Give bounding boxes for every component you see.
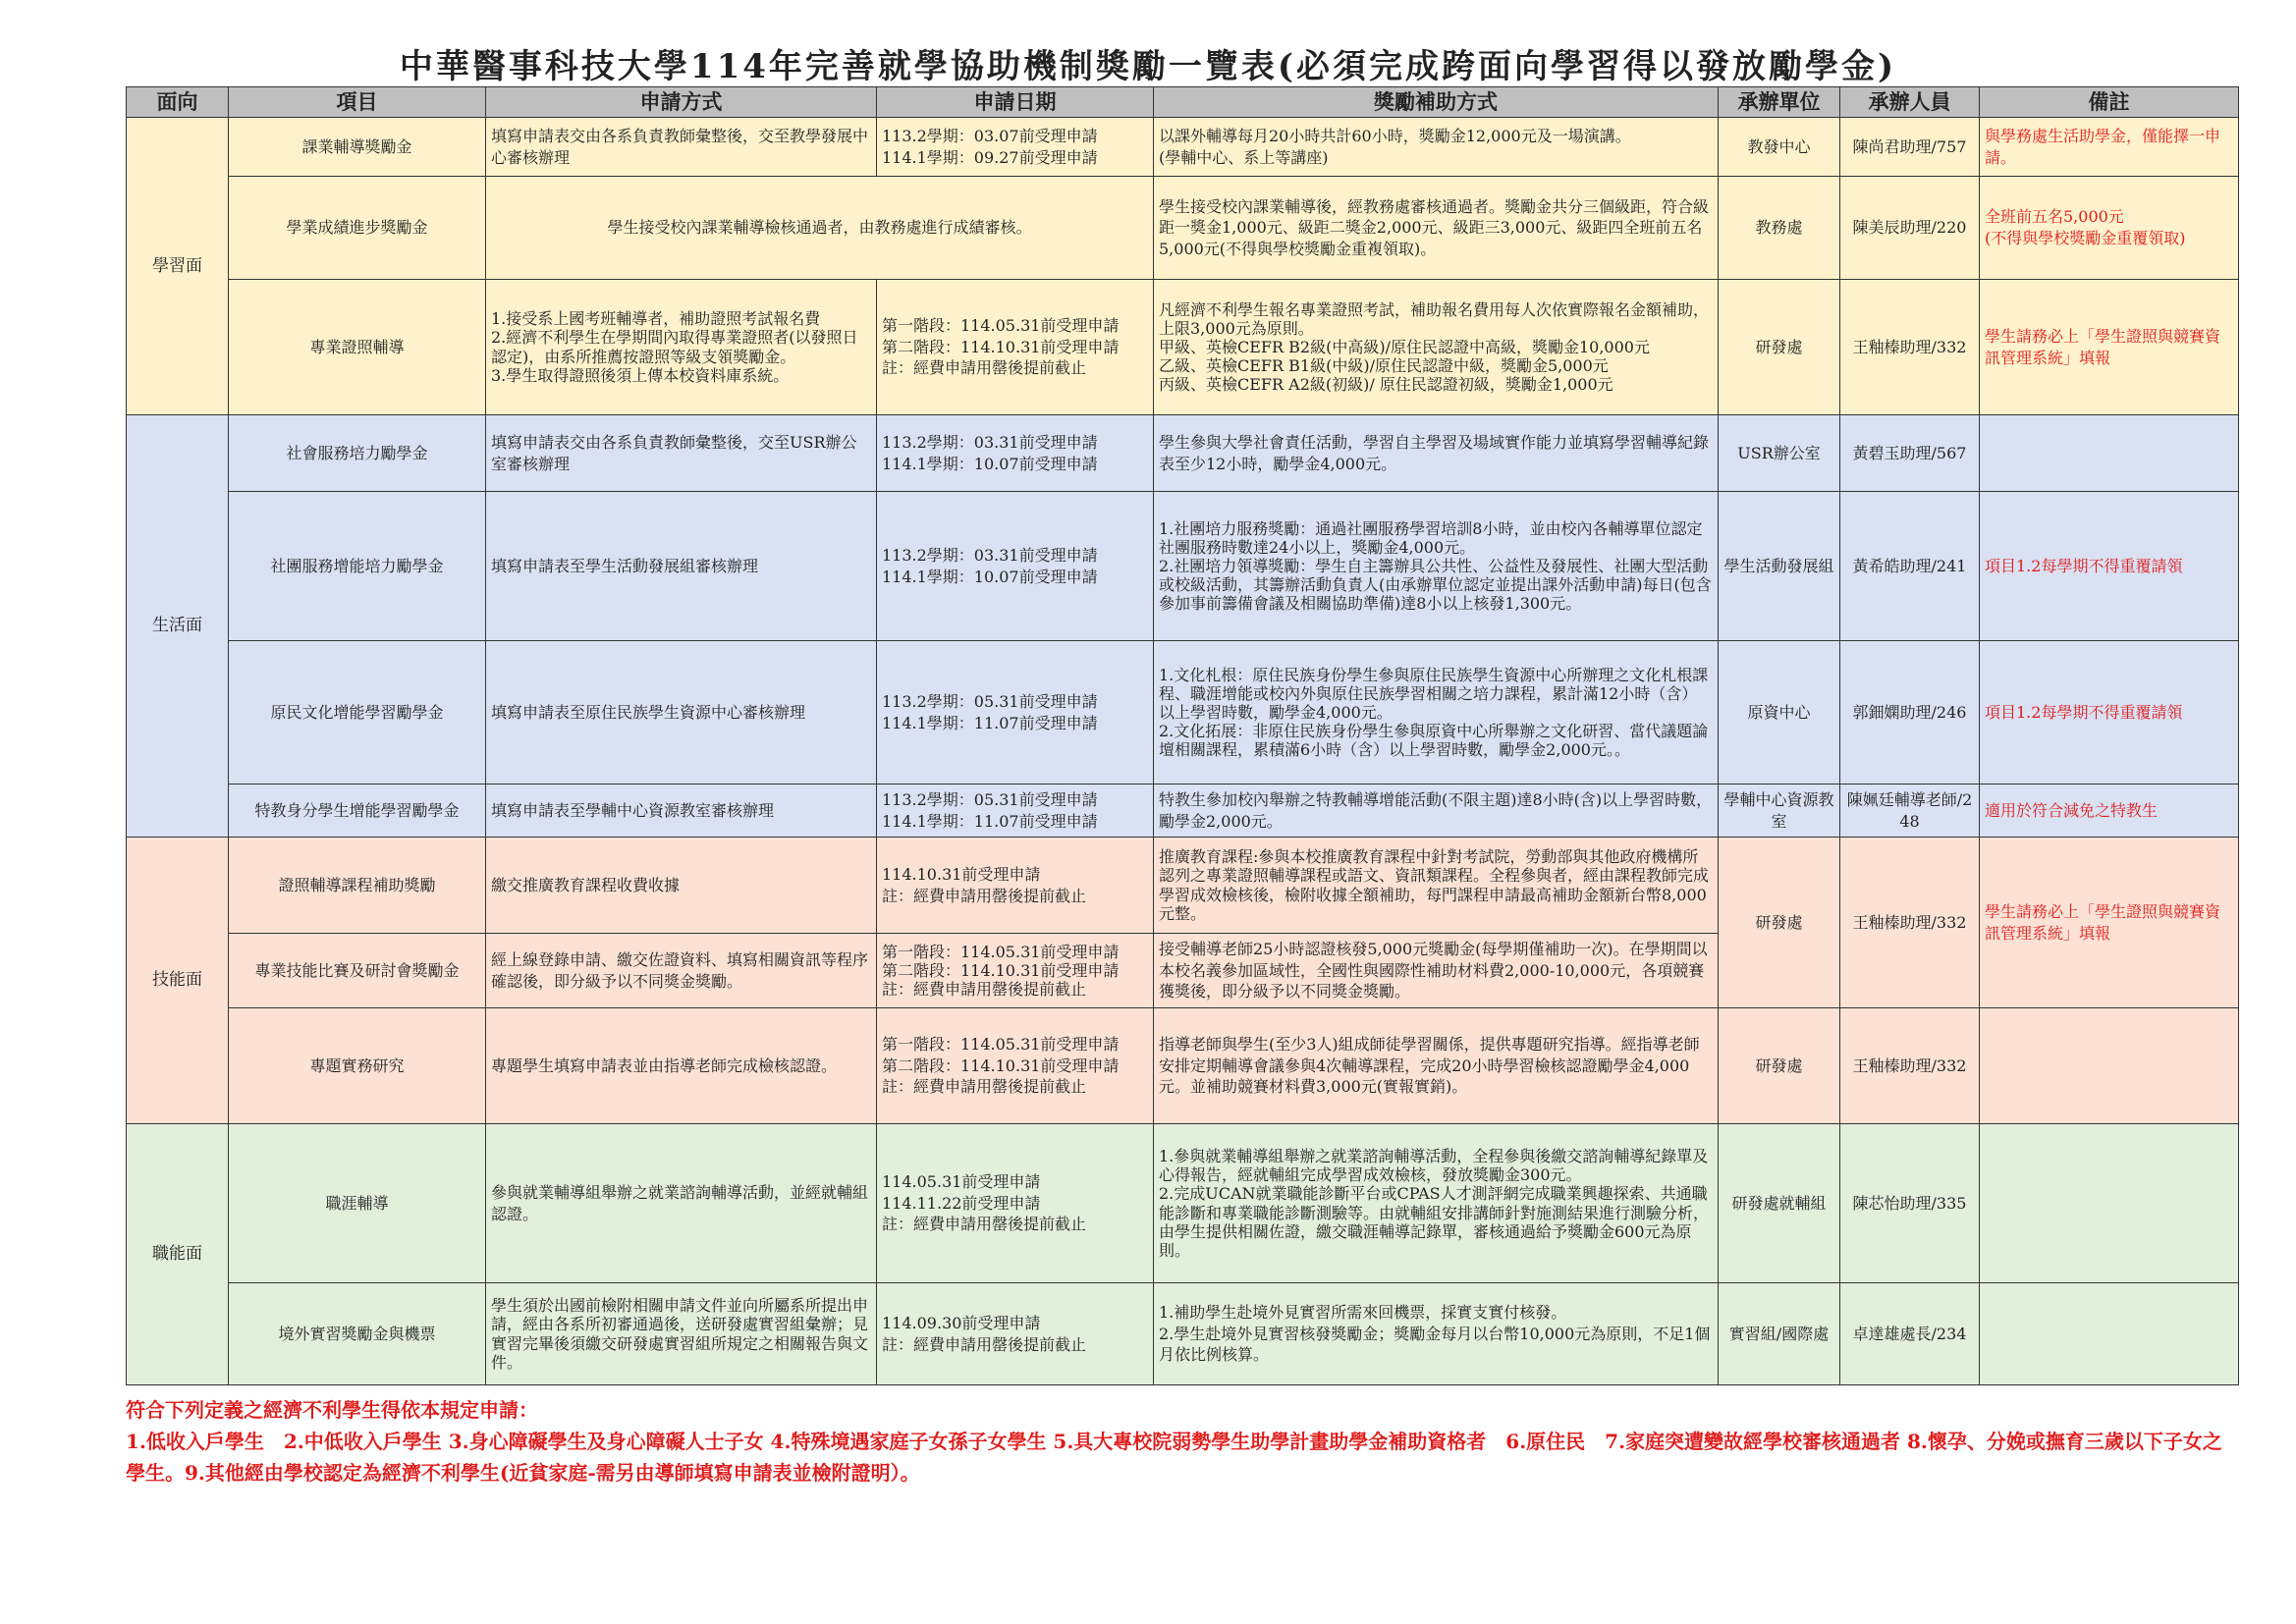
method-cell: 填寫申請表至原住民族學生資源中心審核辦理 xyxy=(486,641,877,785)
unit-cell: 教務處 xyxy=(1719,177,1840,280)
person-cell: 王釉榛助理/332 xyxy=(1840,1008,1980,1124)
reward-cell: 以課外輔導每月20小時共計60小時，獎勵金12,000元及一場演講。 (學輔中心、系上等講座) xyxy=(1154,118,1719,177)
note-cell: 學生請務必上「學生證照與競賽資訊管理系統」填報 xyxy=(1980,280,2239,415)
person-cell: 王釉榛助理/332 xyxy=(1840,838,1980,1008)
method-cell: 學生須於出國前檢附相關申請文件並向所屬系所提出申請，經由各系所初審通過後，送研發處實習組彙辦；見實習完畢後須繳交研發處實習組所規定之相關報告與文件。 xyxy=(486,1283,877,1385)
table-row xyxy=(127,118,2239,177)
section-life: 生活面 xyxy=(127,415,229,838)
unit-cell: 研發處 xyxy=(1719,838,1840,1008)
date-cell: 113.2學期：05.31前受理申請 114.1學期：11.07前受理申請 xyxy=(877,785,1154,838)
section-learning: 學習面 xyxy=(127,118,229,415)
method-cell: 填寫申請表至學生活動發展組審核辦理 xyxy=(486,492,877,641)
header-method: 申請方式 xyxy=(486,87,877,118)
date-cell: 第一階段：114.05.31前受理申請 第二階段：114.10.31前受理申請 註：經費申請用罄後提前截止 xyxy=(877,280,1154,415)
person-cell: 王釉榛助理/332 xyxy=(1840,280,1980,415)
item-cell: 專業技能比賽及研討會獎勵金 xyxy=(229,934,486,1008)
unit-cell: 研發處 xyxy=(1719,280,1840,415)
header-date: 申請日期 xyxy=(877,87,1154,118)
person-cell: 陳姵廷輔導老師/248 xyxy=(1840,785,1980,838)
section-career: 職能面 xyxy=(127,1124,229,1385)
note-cell: 項目1.2每學期不得重覆請領 xyxy=(1980,641,2239,785)
date-cell: 113.2學期：05.31前受理申請 114.1學期：11.07前受理申請 xyxy=(877,641,1154,785)
header-unit: 承辦單位 xyxy=(1719,87,1840,118)
reward-cell: 凡經濟不利學生報名專業證照考試，補助報名費用每人次依實際報名金額補助，上限3,000元為原則。 甲級、英檢CEFR B2級(中高級)/原住民認證中高級，獎勵金10,000元 乙級、英檢CEFR B1級(中級)/原住民認證中級，獎勵金5,000元 丙級、英檢CEFR A2級(初級)/ 原住民認證初級，獎勵金1,000元 xyxy=(1154,280,1719,415)
reward-cell: 1.參與就業輔導組舉辦之就業諮詢輔導活動，全程參與後繳交諮詢輔導紀錄單及心得報告，經就輔組完成學習成效檢核，發放獎勵金300元。 2.完成UCAN就業職能診斷平台或CPAS人才測評網完成職業興趣探索、共通職能診斷和專業職能診斷測驗等。由就輔組安排講師針對施測結果進行測驗分析，由學生提供相關佐證，繳交職涯輔導記錄單，審核通過給予獎勵金600元為原則。 xyxy=(1154,1124,1719,1283)
note-cell xyxy=(1980,1283,2239,1385)
table-row xyxy=(127,1283,2239,1385)
reward-table xyxy=(126,86,2239,1385)
date-cell: 113.2學期：03.07前受理申請 114.1學期：09.27前受理申請 xyxy=(877,118,1154,177)
reward-cell: 1.文化札根：原住民族身份學生參與原住民族學生資源中心所辦理之文化札根課程、職涯增能或校內外與原住民族學習相關之培力課程，累計滿12小時（含）以上學習時數，勵學金4,000元。 2.文化拓展：非原住民族身份學生參與原資中心所舉辦之文化研習、當代議題論壇相關課程，累積滿6小時（含）以上學習時數，勵學金2,000元。。 xyxy=(1154,641,1719,785)
person-cell: 黃碧玉助理/567 xyxy=(1840,415,1980,492)
person-cell: 陳芯怡助理/335 xyxy=(1840,1124,1980,1283)
unit-cell: USR辦公室 xyxy=(1719,415,1840,492)
table-row xyxy=(127,785,2239,838)
footer-criteria: 1.低收入戶學生 2.中低收入戶學生 3.身心障礙學生及身心障礙人士子女 4.特殊境遇家庭子女孫子女學生 5.具大專校院弱勢學生助學計畫助學金補助資格者 6.原住民 7.家庭突遭變故經學校審核通過者 8.懷孕、分娩或撫育三歲以下子女之學生。9.其他經由學校認定為經濟不利學生(近貧家庭-需另由導師填寫申請表並檢附證明）。 xyxy=(126,1430,2222,1485)
item-cell: 社團服務增能培力勵學金 xyxy=(229,492,486,641)
header-row xyxy=(127,87,2239,118)
item-cell: 課業輔導獎勵金 xyxy=(229,118,486,177)
header-item: 項目 xyxy=(229,87,486,118)
item-cell: 職涯輔導 xyxy=(229,1124,486,1283)
unit-cell: 實習組/國際處 xyxy=(1719,1283,1840,1385)
item-cell: 專題實務研究 xyxy=(229,1008,486,1124)
note-cell: 與學務處生活助學金，僅能擇一申請。 xyxy=(1980,118,2239,177)
unit-cell: 研發處就輔組 xyxy=(1719,1124,1840,1283)
table-row xyxy=(127,492,2239,641)
date-cell: 114.05.31前受理申請 114.11.22前受理申請 註：經費申請用罄後提前截止 xyxy=(877,1124,1154,1283)
unit-cell: 學輔中心資源教室 xyxy=(1719,785,1840,838)
item-cell: 原民文化增能學習勵學金 xyxy=(229,641,486,785)
reward-cell: 指導老師與學生(至少3人)組成師徒學習關係，提供專題研究指導。經指導老師安排定期輔導會議參與4次輔導課程，完成20小時學習檢核認證勵學金4,000元。並補助競賽材料費3,000元(實報實銷)。 xyxy=(1154,1008,1719,1124)
unit-cell: 原資中心 xyxy=(1719,641,1840,785)
footer-heading: 符合下列定義之經濟不利學生得依本規定申請： xyxy=(126,1398,538,1422)
person-cell: 陳尚君助理/757 xyxy=(1840,118,1980,177)
reward-cell: 1.補助學生赴境外見實習所需來回機票，採實支實付核發。 2.學生赴境外見實習核發獎勵金；獎勵金每月以台幣10,000元為原則，不足1個月依比例核算。 xyxy=(1154,1283,1719,1385)
unit-cell: 教發中心 xyxy=(1719,118,1840,177)
person-cell: 黃希皓助理/241 xyxy=(1840,492,1980,641)
header-dimension: 面向 xyxy=(127,87,229,118)
note-cell: 學生請務必上「學生證照與競賽資訊管理系統」填報 xyxy=(1980,838,2239,1008)
method-cell: 1.接受系上國考班輔導者，補助證照考試報名費 2.經濟不利學生在學期間內取得專業證照者(以發照日認定)，由系所推薦按證照等級支領獎勵金。 3.學生取得證照後須上傳本校資料庫系統。 xyxy=(486,280,877,415)
table-row xyxy=(127,177,2239,280)
method-cell: 專題學生填寫申請表並由指導老師完成檢核認證。 xyxy=(486,1008,877,1124)
header-reward: 獎勵補助方式 xyxy=(1154,87,1719,118)
method-cell: 填寫申請表至學輔中心資源教室審核辦理 xyxy=(486,785,877,838)
reward-cell: 學生參與大學社會責任活動，學習自主學習及場域實作能力並填寫學習輔導紀錄表至少12小時，勵學金4,000元。 xyxy=(1154,415,1719,492)
method-cell: 參與就業輔導組舉辦之就業諮詢輔導活動，並經就輔組認證。 xyxy=(486,1124,877,1283)
header-note: 備註 xyxy=(1980,87,2239,118)
table-row xyxy=(127,641,2239,785)
section-skill: 技能面 xyxy=(127,838,229,1124)
method-cell: 填寫申請表交由各系負責教師彙整後，交至教學發展中心審核辦理 xyxy=(486,118,877,177)
note-cell xyxy=(1980,415,2239,492)
person-cell: 陳美辰助理/220 xyxy=(1840,177,1980,280)
date-cell: 第一階段：114.05.31前受理申請 第二階段：114.10.31前受理申請 註：經費申請用罄後提前截止 xyxy=(877,1008,1154,1124)
item-cell: 社會服務培力勵學金 xyxy=(229,415,486,492)
table-row xyxy=(127,1008,2239,1124)
reward-cell: 特教生參加校內舉辦之特教輔導增能活動(不限主題)達8小時(含)以上學習時數，勵學金2,000元。 xyxy=(1154,785,1719,838)
date-cell: 114.09.30前受理申請 註：經費申請用罄後提前截止 xyxy=(877,1283,1154,1385)
header-person: 承辦人員 xyxy=(1840,87,1980,118)
item-cell: 特教身分學生增能學習勵學金 xyxy=(229,785,486,838)
note-cell: 項目1.2每學期不得重覆請領 xyxy=(1980,492,2239,641)
item-cell: 學業成績進步獎勵金 xyxy=(229,177,486,280)
eligibility-footer xyxy=(126,1394,2238,1489)
page-title: 中華醫事科技大學114年完善就學協助機制獎勵一覽表(必須完成跨面向學習得以發放勵學金) xyxy=(399,47,1897,86)
date-cell: 114.10.31前受理申請 註：經費申請用罄後提前截止 xyxy=(877,838,1154,934)
date-cell: 113.2學期：03.31前受理申請 114.1學期：10.07前受理申請 xyxy=(877,415,1154,492)
table-row xyxy=(127,415,2239,492)
date-cell: 第一階段：114.05.31前受理申請 第二階段：114.10.31前受理申請 註：經費申請用罄後提前截止 xyxy=(877,934,1154,1008)
reward-cell: 1.社團培力服務獎勵：通過社團服務學習培訓8小時，並由校內各輔導單位認定社團服務時數達24小以上，獎勵金4,000元。 2.社團培力領導獎勵：學生自主籌辦具公共性、公益性及發展性、社團大型活動或校級活動，其籌辦活動負責人(由承辦單位認定並提出課外活動申請)每日(包含參加事前籌備會議及相關協助準備)達8小以上核發1,300元。 xyxy=(1154,492,1719,641)
method-cell: 繳交推廣教育課程收費收據 xyxy=(486,838,877,934)
item-cell: 專業證照輔導 xyxy=(229,280,486,415)
method-cell: 經上線登錄申請、繳交佐證資料、填寫相關資訊等程序確認後，即分級予以不同獎金獎勵。 xyxy=(486,934,877,1008)
unit-cell: 學生活動發展組 xyxy=(1719,492,1840,641)
method-cell: 學生接受校內課業輔導檢核通過者，由教務處進行成績審核。 xyxy=(486,177,1154,280)
unit-cell: 研發處 xyxy=(1719,1008,1840,1124)
person-cell: 郭鈿嫻助理/246 xyxy=(1840,641,1980,785)
note-cell: 適用於符合減免之特教生 xyxy=(1980,785,2239,838)
note-cell xyxy=(1980,1124,2239,1283)
table-row xyxy=(127,1124,2239,1283)
person-cell: 卓達雄處長/234 xyxy=(1840,1283,1980,1385)
method-cell: 填寫申請表交由各系負責教師彙整後，交至USR辦公室審核辦理 xyxy=(486,415,877,492)
item-cell: 境外實習獎勵金與機票 xyxy=(229,1283,486,1385)
reward-cell: 接受輔導老師25小時認證核發5,000元獎勵金(每學期僅補助一次)。在學期間以本校名義參加區域性，全國性與國際性補助材料費2,000-10,000元，各項競賽獲獎後，即分級予以不同獎金獎勵。 xyxy=(1154,934,1719,1008)
note-cell: 全班前五名5,000元 (不得與學校獎勵金重覆領取) xyxy=(1980,177,2239,280)
table-row xyxy=(127,280,2239,415)
note-cell xyxy=(1980,1008,2239,1124)
item-cell: 證照輔導課程補助獎勵 xyxy=(229,838,486,934)
table-row xyxy=(127,838,2239,934)
date-cell: 113.2學期：03.31前受理申請 114.1學期：10.07前受理申請 xyxy=(877,492,1154,641)
reward-cell: 推廣教育課程:參與本校推廣教育課程中針對考試院，勞動部與其他政府機構所認列之專業證照輔導課程或語文、資訊類課程。全程參與者，經由課程教師完成學習成效檢核後，檢附收據全額補助，每門課程申請最高補助金額新台幣8,000元整。 xyxy=(1154,838,1719,934)
reward-cell: 學生接受校內課業輔導後，經教務處審核通過者。獎勵金共分三個級距，符合級距一獎金1,000元、級距二獎金2,000元、級距三3,000元、級距四全班前五名5,000元(不得與學校獎勵金重複領取)。 xyxy=(1154,177,1719,280)
